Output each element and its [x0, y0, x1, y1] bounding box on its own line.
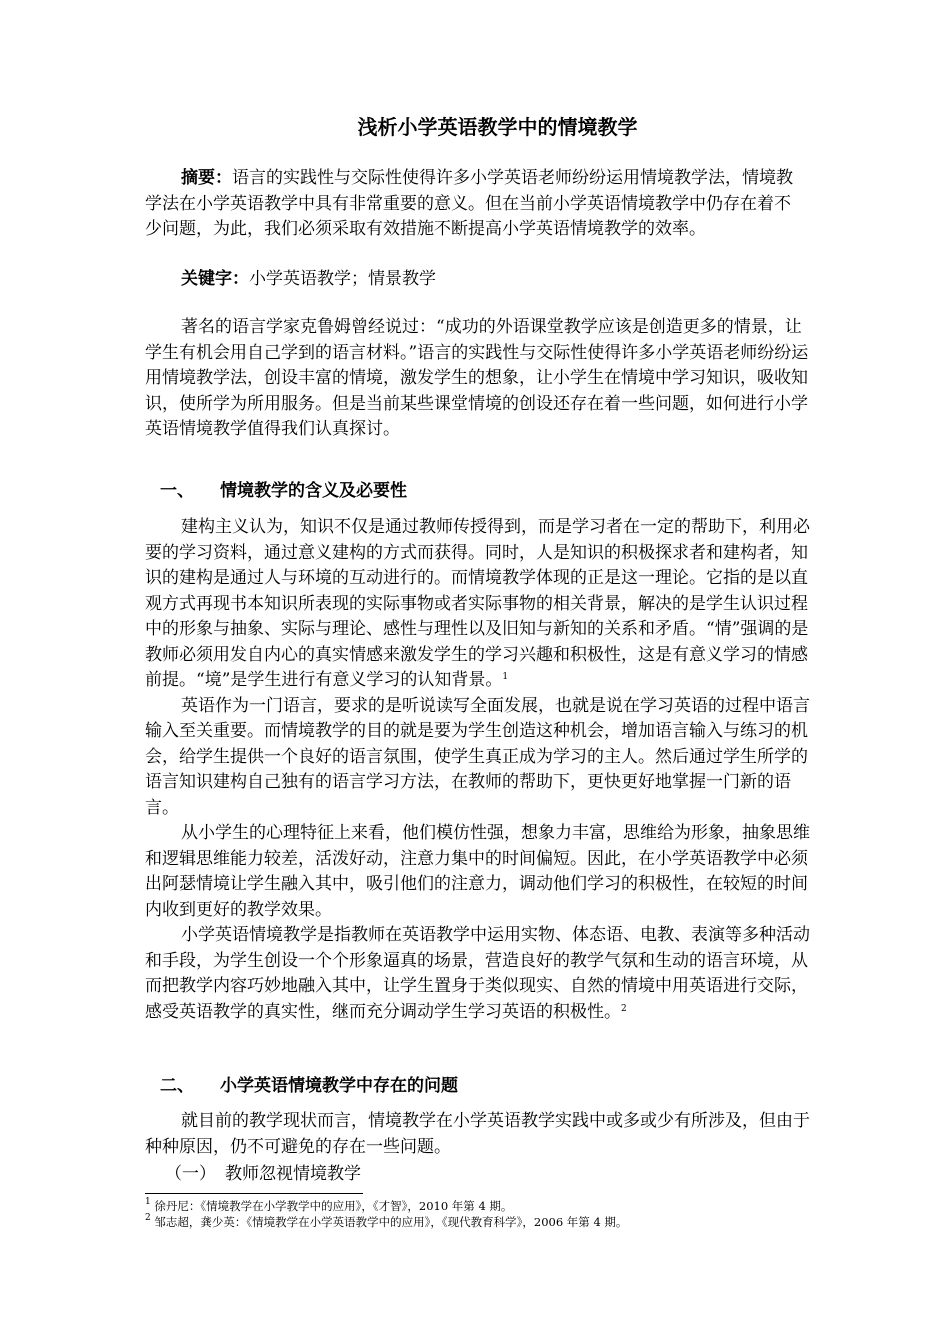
section-1-body — [145, 515, 810, 1025]
section-1-paragraph-2: 英语作为一门语言，要求的是听说读写全面发展，也就是说在学习英语的过程中语言输入至关重要。而情境教学的目的就是要为学生创造这种机会，增加语言输入与练习的机会，给学生提供一个良好的语言氛围，使学生真正成为学习的主人。然后通过学生所学的语言知识建构自己独有的语言学习方法，在教师的帮助下，更快更好地掌握一门新的语言。 — [145, 695, 810, 818]
section-2-body — [145, 1109, 810, 1160]
section-1-paragraph-3: 从小学生的心理特征上来看，他们模仿性强，想象力丰富，思维给为形象，抽象思维和逻辑思维能力较差，活泼好动，注意力集中的时间偏短。因此，在小学英语教学中必须出阿瑟情境让学生融入其中，吸引他们的注意力，调动他们学习的积极性，在较短的时间内收到更好的教学效果。 — [145, 823, 810, 920]
abstract-label: 摘要： — [181, 168, 232, 188]
intro-paragraph: 著名的语言学家克鲁姆曾经说过：“成功的外语课堂教学应该是创造更多的情景，让学生有机会用自己学到的语言材料。”语言的实践性与交际性使得许多小学英语老师纷纷运用情境教学法，创设丰富的情境，激发学生的想象，让小学生在情境中学习知识，吸收知识，使所学为所用服务。但是当前某些课堂情境的创设还存在着一些问题，如何进行小学英语情境教学值得我们认真探讨。 — [145, 317, 809, 439]
footnote-2-mark: 2 — [145, 1213, 151, 1223]
subsection-2-1-number: （一） — [165, 1164, 216, 1184]
section-1-heading — [160, 478, 407, 504]
page-title: 浅析小学英语教学中的情境教学 — [357, 115, 638, 139]
footnote-1-text: 徐丹尼：《情境教学在小学教学中的应用》，《才智》，2010 年第 4 期。 — [154, 1199, 513, 1213]
keywords-label: 关键字： — [181, 269, 249, 289]
footnote-ref-2: 2 — [621, 1003, 627, 1014]
keywords — [145, 266, 805, 292]
section-2-paragraph: 就目前的教学现状而言，情境教学在小学英语教学实践中或多或少有所涉及，但由于种种原因，仍不可避免的存在一些问题。 — [145, 1111, 810, 1157]
section-1-title: 情境教学的含义及必要性 — [220, 481, 407, 501]
footnote-2 — [145, 1214, 845, 1230]
keywords-text: 小学英语教学；情景教学 — [249, 269, 436, 289]
section-1-paragraph-1: 建构主义认为，知识不仅是通过教师传授得到，而是学习者在一定的帮助下，利用必要的学习资料，通过意义建构的方式而获得。同时，人是知识的积极探求者和建构者，知识的建构是通过人与环境的互动进行的。而情境教学体现的正是这一理论。它指的是以直观方式再现书本知识所表现的实际事物或者实际事物的相关背景，解决的是学生认识过程中的形象与抽象、实际与理论、感性与理性以及旧知与新知的关系和矛盾。“情”强调的是教师必须用发自内心的真实情感来激发学生的学习兴趣和积极性，这是有意义学习的情感前提。“境”是学生进行有意义学习的认知背景。$^1$ — [145, 517, 810, 690]
section-2-number: 二、 — [160, 1076, 194, 1096]
abstract — [145, 166, 805, 243]
subsection-2-1-title: 教师忽视情境教学 — [225, 1164, 361, 1184]
subsection-2-1-heading — [165, 1161, 361, 1187]
footnote-1-mark: 1 — [145, 1197, 151, 1207]
section-2-title: 小学英语情境教学中存在的问题 — [220, 1076, 458, 1096]
section-2-heading — [160, 1073, 458, 1099]
section-1-number: 一、 — [160, 481, 194, 501]
footnote-ref-1: 1 — [502, 672, 509, 682]
footnotes — [145, 1198, 845, 1230]
footnote-2-text: 邹志超，龚少英：《情境教学在小学英语教学中的应用》，《现代教育科学》，2006 年第 4 期。 — [154, 1215, 628, 1229]
intro-paragraph-block — [145, 315, 810, 443]
abstract-text: 语言的实践性与交际性使得许多小学英语老师纷纷运用情境教学法，情境教学法在小学英语教学中具有非常重要的意义。但在当前小学英语情境教学中仍存在着不少问题，为此，我们必须采取有效措施不断提高小学英语情境教学的效率。 — [145, 168, 793, 239]
section-1-paragraph-4: 小学英语情境教学是指教师在英语教学中运用实物、体态语、电教、表演等多种活动和手段，为学生创设一个个形象逼真的场景，营造良好的教学气氛和生动的语言环境，从而把教学内容巧妙地融入其中，让学生置身于类似现实、自然的情境中用英语进行交际，感受英语教学的真实性，继而充分调动学生学习英语的积极性。$^2$ — [145, 925, 810, 1022]
footnote-1 — [145, 1198, 845, 1214]
footnote-divider — [145, 1193, 363, 1194]
